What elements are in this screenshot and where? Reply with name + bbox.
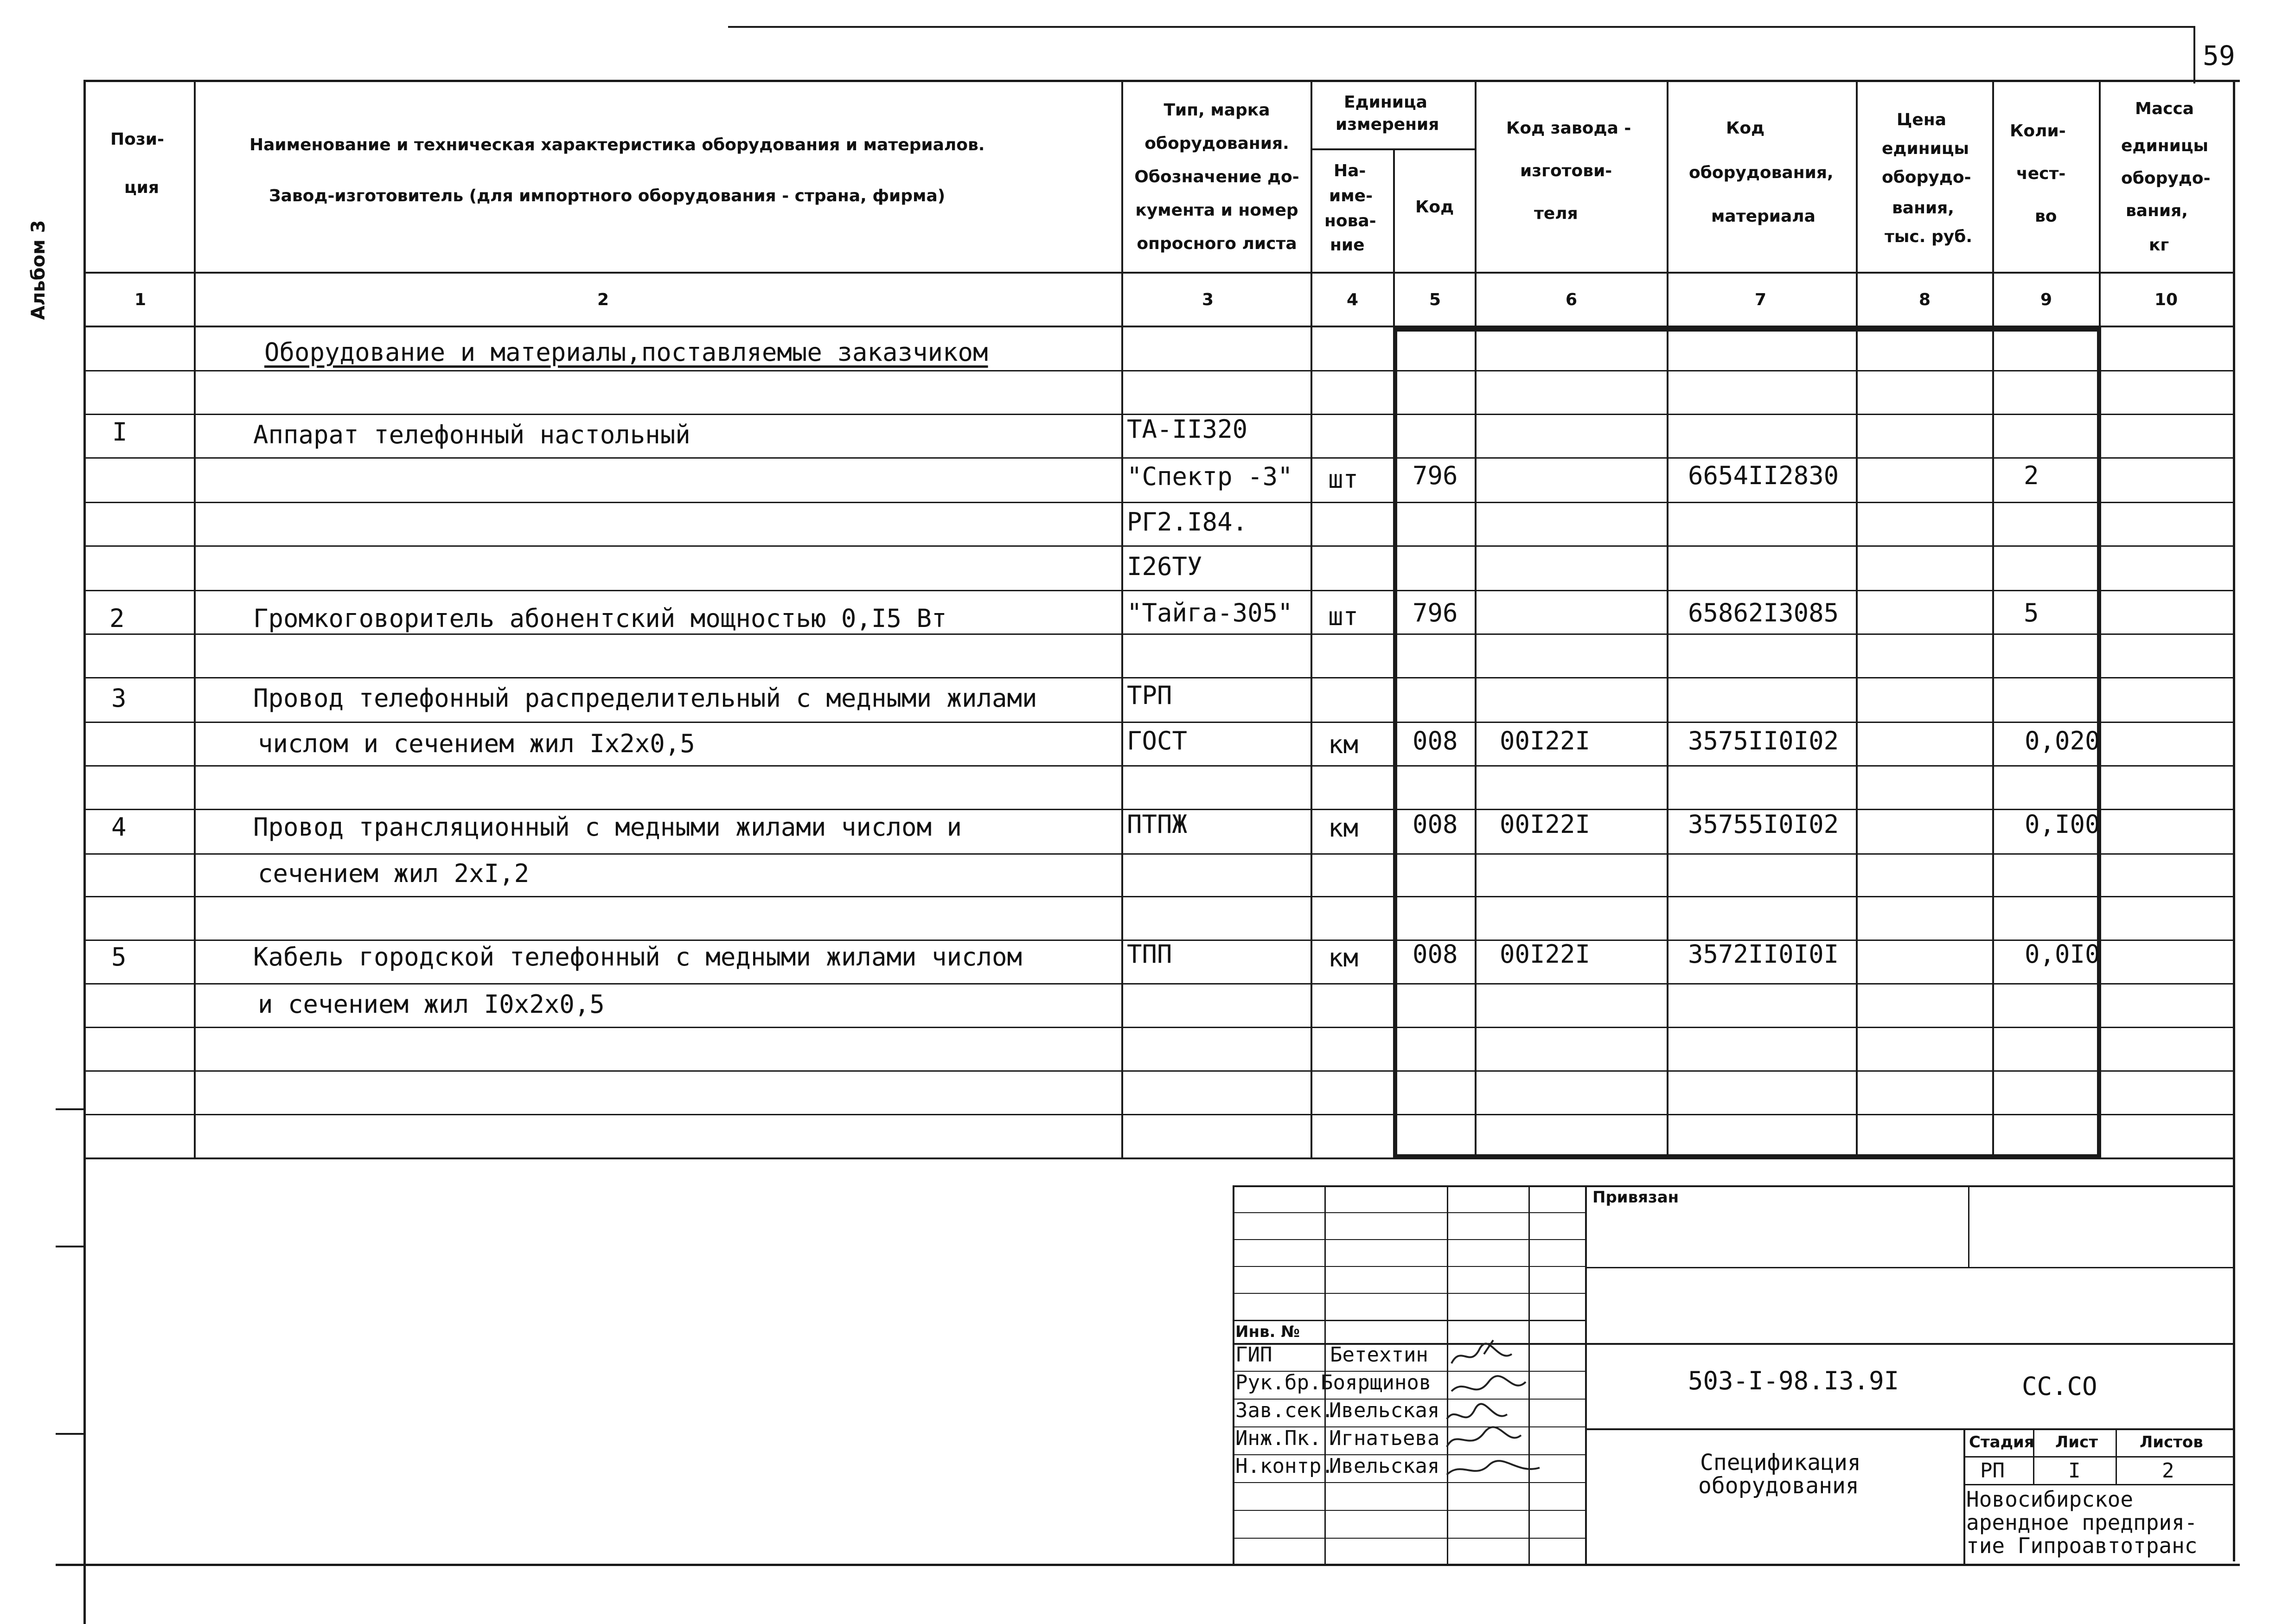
row-position: 4 [111, 812, 127, 842]
row-line [83, 677, 2235, 678]
header-type: оборудования. [1144, 134, 1289, 153]
row-name: Громкоговоритель абонентский мощностью 0,I5 Вт [253, 604, 947, 633]
page-number: 59 [2203, 40, 2235, 71]
title-block-stage-sep [1963, 1428, 1965, 1565]
header-plant-code: изготови- [1520, 161, 1612, 180]
header-mass: вания, [2126, 201, 2188, 220]
row-name: Кабель городской телефонный с медными жилами числом [253, 942, 1023, 972]
staff-role: Рук.бр. [1235, 1371, 1322, 1394]
staff-name: Ивельская [1329, 1399, 1440, 1422]
col-sep-8 [1992, 80, 1994, 1158]
organization: тие Гипроавтотранс [1966, 1533, 2198, 1558]
header-position: ция [124, 178, 160, 197]
row-line [83, 896, 2235, 897]
inventory-label: Инв. № [1235, 1323, 1300, 1341]
title-block-privyazan-sep [1968, 1185, 1969, 1268]
row-plant-code: 00I22I [1500, 810, 1591, 839]
header-name: Наименование и техническая характеристика оборудования и материалов. [249, 135, 985, 154]
row-unit: шт [1328, 465, 1359, 494]
title-block-line [1585, 1267, 2235, 1268]
tb-row-line [1233, 1320, 1586, 1321]
document-mark: СС.СО [2022, 1372, 2097, 1401]
row-equip-code: 6654II2830 [1688, 461, 1839, 490]
organization: Новосибирское [1966, 1487, 2134, 1512]
frame-bottom-line [56, 1564, 2240, 1566]
row-type: ПТПЖ [1127, 810, 1188, 839]
row-unit: км [1328, 813, 1359, 843]
tb-row-line [1233, 1293, 1586, 1294]
title-block-left [1233, 1185, 1234, 1565]
row-type: "Спектр -3" [1127, 462, 1293, 491]
column-number: 5 [1429, 290, 1441, 309]
title-block-line [1585, 1343, 2235, 1345]
row-name: Аппарат телефонный настольный [253, 420, 690, 449]
album-label: Альбом 3 [28, 220, 49, 320]
row-position: 3 [111, 684, 127, 713]
col-sep-2 [1121, 80, 1123, 1158]
header-mass: единицы [2121, 136, 2209, 155]
row-name: и сечением жил I0х2х0,5 [258, 990, 605, 1019]
row-unit-code: 008 [1413, 940, 1458, 969]
column-number: 10 [2154, 290, 2178, 309]
signature-marks [1442, 1336, 1595, 1484]
staff-role: ГИП [1235, 1343, 1272, 1367]
header-plant-code: теля [1534, 204, 1578, 223]
row-type: "Тайга-305" [1127, 598, 1293, 627]
header-price: единицы [1882, 139, 1969, 158]
row-unit: шт [1328, 602, 1359, 631]
header-equip-code: материала [1711, 207, 1816, 226]
tb-row-line [1233, 1266, 1586, 1267]
stage-value: РП [1980, 1459, 2005, 1483]
staff-role: Инж.Пк. [1235, 1426, 1322, 1450]
header-mass: кг [2149, 236, 2169, 255]
header-type: Тип, марка [1163, 101, 1270, 120]
row-plant-code: 00I22I [1500, 726, 1591, 755]
row-qty: 2 [2024, 461, 2039, 490]
row-name: числом и сечением жил Iх2х0,5 [258, 729, 695, 758]
document-title: Спецификация [1700, 1450, 1861, 1476]
column-number: 2 [597, 290, 609, 309]
column-number: 3 [1202, 290, 1214, 309]
tb-row-line [1233, 1239, 1586, 1240]
row-line [83, 722, 2235, 723]
header-type: Обозначение до- [1134, 167, 1299, 186]
sheets-label: Листов [2140, 1433, 2203, 1451]
organization: арендное предприя- [1966, 1510, 2198, 1535]
header-unit-group: измерения [1336, 115, 1439, 134]
staff-name: Боярщинов [1321, 1371, 1432, 1394]
row-line [83, 545, 2235, 547]
stage-label: Стадия [1969, 1433, 2034, 1451]
row-position: I [112, 417, 128, 447]
row-line [83, 1070, 2235, 1072]
sheets-value: 2 [2162, 1459, 2174, 1483]
header-unit-name: нова- [1324, 211, 1376, 230]
col-sep-7 [1856, 80, 1858, 1158]
row-unit: км [1328, 730, 1359, 759]
row-equip-code: 3575II0I02 [1688, 726, 1839, 755]
unit-group-divider [1311, 148, 1476, 150]
row-line [83, 983, 2235, 985]
document-title: оборудования [1698, 1473, 1859, 1499]
header-mass: оборудо- [2121, 169, 2211, 188]
row-equip-code: 3572II0I0I [1688, 940, 1839, 969]
margin-tick [56, 1108, 85, 1110]
row-name: Провод телефонный распределительный с медными жилами [253, 684, 1037, 713]
row-line [83, 370, 2235, 371]
row-line [83, 1114, 2235, 1115]
staff-name: Игнатьева [1329, 1426, 1440, 1450]
title-block-line [1963, 1456, 2235, 1458]
header-price: тыс. руб. [1885, 227, 1973, 246]
header-divider-line [83, 272, 2235, 274]
row-line [83, 765, 2235, 767]
header-equip-code: Код [1726, 119, 1765, 138]
row-line [83, 853, 2235, 855]
row-position: 2 [109, 604, 125, 633]
privyazan-label: Привязан [1592, 1188, 1679, 1207]
row-line [83, 590, 2235, 591]
page-number-box-left [2193, 26, 2195, 83]
sheet-value: I [2068, 1459, 2081, 1483]
column-number: 4 [1347, 290, 1359, 309]
row-type: РГ2.I84. [1127, 507, 1248, 537]
frame-right-line [2233, 80, 2235, 1561]
row-qty: 5 [2024, 598, 2039, 627]
row-type: I26ТУ [1127, 552, 1202, 581]
row-type: ТА-II320 [1127, 415, 1248, 444]
title-block-line [1963, 1484, 2235, 1485]
staff-role: Зав.сек. [1235, 1399, 1334, 1422]
header-unit-name: име- [1329, 186, 1373, 205]
header-equip-code: оборудования, [1689, 163, 1834, 182]
column-number: 7 [1755, 290, 1767, 309]
row-name: Провод трансляционный с медными жилами числом и [253, 812, 962, 842]
row-equip-code: 35755I0I02 [1688, 810, 1839, 839]
staff-name: Бетехтин [1330, 1343, 1428, 1367]
header-type: опросного листа [1137, 234, 1297, 253]
column-number: 6 [1566, 290, 1578, 309]
row-equip-code: 65862I3085 [1688, 598, 1839, 627]
column-number: 9 [2040, 290, 2052, 309]
column-number: 8 [1919, 290, 1931, 309]
block-top-thick [1393, 327, 2101, 332]
header-unit-name: На- [1334, 161, 1366, 180]
row-qty: 0,0I0 [2025, 940, 2100, 969]
row-line [83, 633, 2235, 635]
title-block-top [1233, 1185, 2235, 1187]
header-type: кумента и номер [1135, 201, 1298, 220]
tb-row-line [1233, 1538, 1586, 1539]
section-title: Оборудование и материалы,поставляемые заказчиком [264, 338, 988, 367]
header-position: Пози- [110, 130, 164, 149]
col-sep-6 [1667, 80, 1669, 1158]
row-unit-code: 008 [1413, 726, 1458, 755]
header-qty: Коли- [2010, 121, 2066, 141]
block-left-thick [1393, 327, 1397, 1158]
header-qty: во [2035, 207, 2057, 226]
block-bottom-thick [1393, 1154, 2101, 1158]
row-line [83, 457, 2235, 459]
row-position: 5 [111, 942, 127, 972]
top-border-line [728, 26, 2193, 28]
row-unit-code: 008 [1413, 810, 1458, 839]
header-plant-code: Код завода - [1506, 119, 1631, 138]
header-mass: Масса [2135, 99, 2194, 118]
title-block-line [1585, 1428, 2235, 1430]
staff-role: Н.контр. [1235, 1454, 1334, 1478]
title-block-col [2116, 1428, 2117, 1484]
row-qty: 0,020 [2025, 726, 2100, 755]
row-unit-code: 796 [1413, 461, 1458, 490]
col-sep-3 [1311, 80, 1312, 1158]
header-unit-group: Единица [1344, 93, 1427, 112]
header-qty: чест- [2016, 164, 2066, 183]
tb-row-line [1233, 1510, 1586, 1511]
header-unit-name: ние [1330, 236, 1365, 255]
row-type: ГОСТ [1127, 726, 1188, 755]
column-number: 1 [134, 290, 147, 309]
document-code: 503-I-98.I3.9I [1688, 1366, 1899, 1395]
col-sep-1 [194, 80, 196, 1158]
row-type: ТРП [1127, 681, 1172, 710]
col-sep-5 [1475, 80, 1477, 1158]
margin-tick [56, 1433, 85, 1435]
row-unit-code: 796 [1413, 598, 1458, 627]
header-manufacturer: Завод-изготовитель (для импортного оборудования - страна, фирма) [269, 186, 946, 205]
staff-name: Ивельская [1329, 1454, 1440, 1478]
table-top-line [83, 80, 2240, 82]
row-line [83, 1027, 2235, 1028]
row-name: сечением жил 2хI,2 [258, 859, 530, 888]
header-price: вания, [1892, 198, 1954, 217]
row-line [83, 502, 2235, 503]
row-qty: 0,I00 [2025, 810, 2100, 839]
header-unit-code: Код [1415, 198, 1454, 217]
frame-left-line [83, 80, 86, 1624]
sheet-label: Лист [2055, 1433, 2098, 1451]
row-unit: км [1328, 943, 1359, 972]
header-price: Цена [1897, 110, 1946, 129]
row-plant-code: 00I22I [1500, 940, 1591, 969]
header-price: оборудо- [1882, 168, 1971, 187]
row-type: ТПП [1127, 940, 1172, 969]
margin-tick [56, 1246, 85, 1247]
tb-row-line [1233, 1212, 1586, 1213]
